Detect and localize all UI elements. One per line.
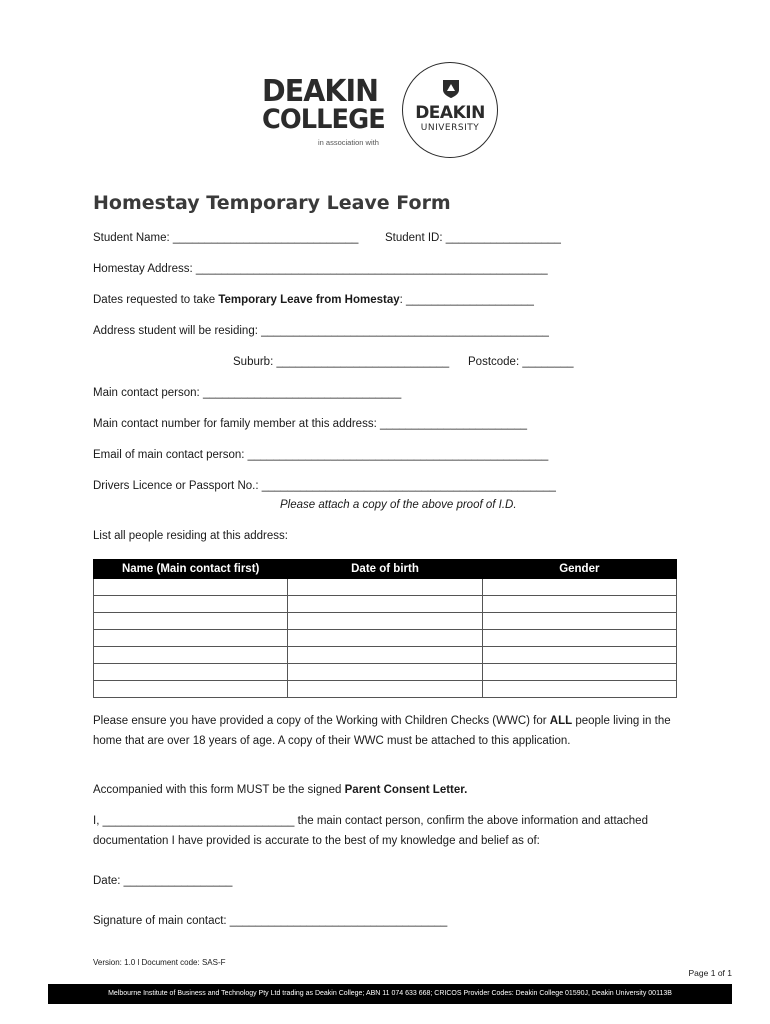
table-row [94,630,677,647]
table-row [94,647,677,664]
association-text: in association with [318,138,379,147]
email-field[interactable]: Email of main contact person: _______________________________________________ [93,449,549,461]
dates-suffix: : ____________________ [399,294,534,306]
wwc-part2: people living in the home that are over 18 years of age. A copy of their WWC must be attached to this application. [93,715,671,747]
header-gender: Gender [482,560,676,579]
gender-cell[interactable] [482,664,676,681]
dates-bold: Temporary Leave from Homestay [218,294,400,306]
attach-note: Please attach a copy of the above proof of I.D. [280,499,517,511]
dates-prefix: Dates requested to take [93,294,219,306]
main-contact-field[interactable]: Main contact person: _______________________________ [93,387,402,399]
page-number: Page 1 of 1 [688,968,732,978]
form-title: Homestay Temporary Leave Form [93,192,451,214]
deakin-university-logo [402,62,498,158]
gender-cell[interactable] [482,579,676,596]
student-name-field[interactable]: Student Name: _____________________________ [93,232,359,244]
dates-requested-field[interactable] [93,294,534,306]
header-name: Name (Main contact first) [94,560,288,579]
residing-address-field[interactable]: Address student will be residing: _____________________________________________ [93,325,549,337]
consent-paragraph [93,781,683,801]
dob-cell[interactable] [288,681,482,698]
university-crest-icon [442,79,460,99]
dob-cell[interactable] [288,579,482,596]
signature-field[interactable]: Signature of main contact: __________________________________ [93,915,448,927]
gender-cell[interactable] [482,613,676,630]
name-cell[interactable] [94,596,288,613]
deakin-college-logo [262,74,392,147]
dob-cell[interactable] [288,630,482,647]
suburb-field[interactable]: Suburb: ___________________________ [233,356,450,368]
table-row [94,579,677,596]
date-field[interactable]: Date: _________________ [93,875,233,887]
dob-cell[interactable] [288,664,482,681]
table-row [94,613,677,630]
dob-cell[interactable] [288,647,482,664]
header-dob: Date of birth [288,560,482,579]
university-logo-line2: UNIVERSITY [420,123,480,133]
table-row [94,681,677,698]
main-contact-number-field[interactable]: Main contact number for family member at this address: _______________________ [93,418,528,430]
wwc-part1: Please ensure you have provided a copy of the Working with Children Checks (WWC) for [93,715,550,727]
wwc-bold: ALL [549,715,573,727]
postcode-field[interactable]: Postcode: ________ [468,356,574,368]
college-logo-line1: DEAKIN [262,74,379,109]
gender-cell[interactable] [482,647,676,664]
college-logo-line2: COLLEGE [262,104,385,135]
consent-prefix: Accompanied with this form MUST be the signed [93,784,345,796]
table-header-row [94,560,677,579]
table-row [94,664,677,681]
name-cell[interactable] [94,630,288,647]
consent-bold: Parent Consent Letter. [344,784,468,796]
wwc-paragraph [93,712,683,751]
name-cell[interactable] [94,664,288,681]
declaration-paragraph[interactable]: I, ______________________________ the main contact person, confirm the above information and attached documentation I have provided is accurate to the best of my knowledge and belief as of: [93,815,648,847]
dob-cell[interactable] [288,613,482,630]
licence-field[interactable]: Drivers Licence or Passport No.: ______________________________________________ [93,480,556,492]
version-text: Version: 1.0 l Document code: SAS-F [93,958,226,967]
homestay-address-field[interactable]: Homestay Address: _______________________________________________________ [93,263,548,275]
gender-cell[interactable] [482,681,676,698]
name-cell[interactable] [94,681,288,698]
list-heading: List all people residing at this address: [93,530,288,542]
university-logo-line1: DEAKIN [415,103,485,123]
name-cell[interactable] [94,613,288,630]
gender-cell[interactable] [482,630,676,647]
gender-cell[interactable] [482,596,676,613]
dob-cell[interactable] [288,596,482,613]
people-table [93,559,677,698]
name-cell[interactable] [94,579,288,596]
name-cell[interactable] [94,647,288,664]
table-row [94,596,677,613]
footer-bar: Melbourne Institute of Business and Technology Pty Ltd trading as Deakin College; ABN 11 074 633 668; CRICOS Provider Codes: Deakin College 01590J, Deakin University 00113B [48,984,732,1004]
student-id-field[interactable]: Student ID: __________________ [385,232,561,244]
